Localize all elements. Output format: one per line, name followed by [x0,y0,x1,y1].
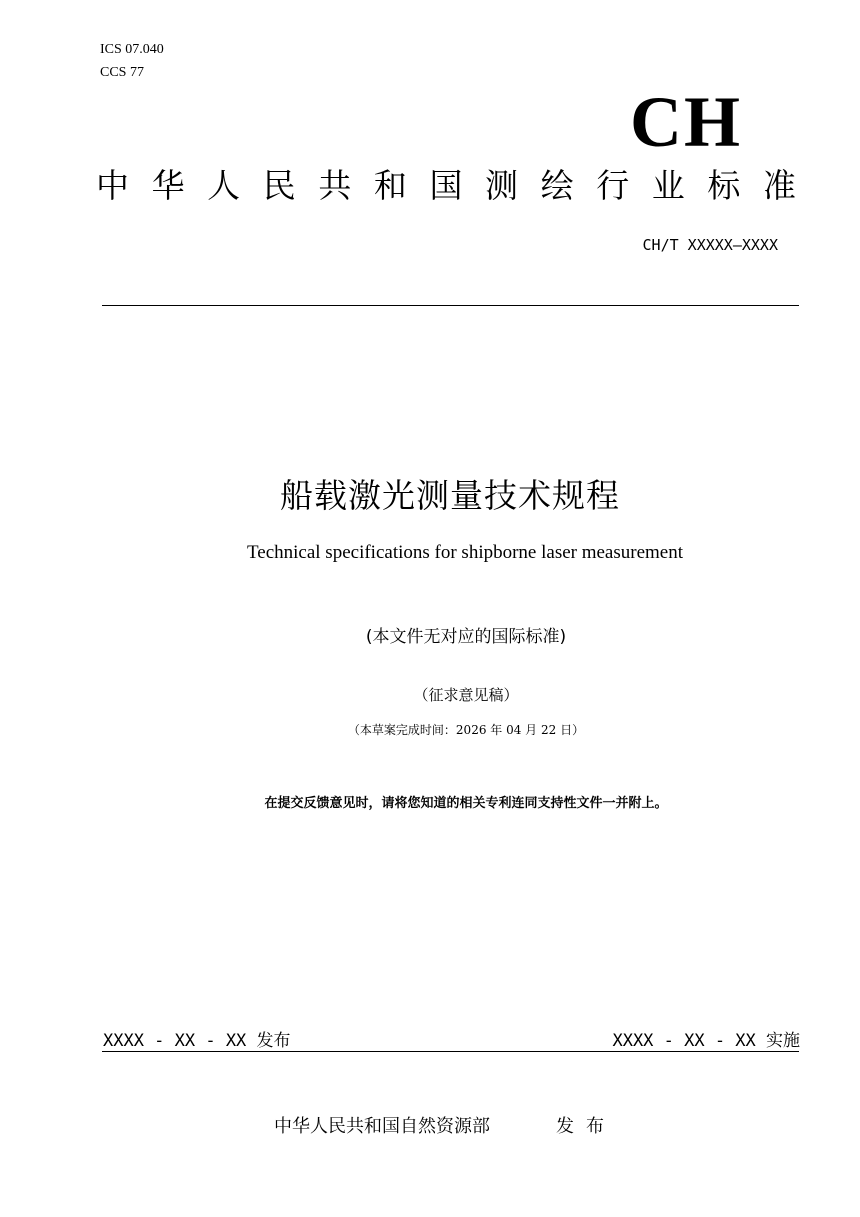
bottom-divider [102,1051,799,1052]
draft-stage: （征求意见稿） [413,686,519,704]
issue-date: XXXX - XX - XX 发布 [103,1031,291,1051]
org-title-char: 人 [207,166,241,205]
org-title-char: 和 [373,166,407,205]
document-title-chinese: 船载激光测量技术规程 [280,476,620,515]
org-title-char: 中 [96,166,129,205]
org-title-char: 测 [485,166,519,205]
ccs-code: CCS 77 [100,65,144,80]
category-mark: CH [630,82,742,162]
ics-code: ICS 07.040 [100,42,164,57]
org-title-char: 绘 [540,166,574,205]
org-title-char: 共 [318,166,352,205]
publisher-name: 中华人民共和国自然资源部 [274,1116,490,1137]
org-title-char: 准 [762,166,796,205]
international-standard-note: (本文件无对应的国际标准) [365,627,567,647]
org-title-char: 国 [429,166,463,205]
org-title [96,166,796,206]
implementation-date: XXXX - XX - XX 实施 [612,1031,800,1051]
top-divider [102,305,799,306]
org-title-char: 行 [596,166,630,205]
standard-number: CH/T XXXXX—XXXX [642,236,778,254]
org-title-char: 华 [151,166,185,205]
org-title-char: 民 [262,166,296,205]
patent-notice: 在提交反馈意见时，请将您知道的相关专利连同支持性文件一并附上。 [264,796,668,811]
org-title-char: 标 [707,166,741,205]
org-title-char: 业 [651,166,685,205]
publish-label: 发布 [556,1116,616,1137]
draft-completion-date: （本草案完成时间：2026 年 04 月 22 日） [347,723,585,737]
document-title-english: Technical specifications for shipborne laser measurement [246,542,684,563]
